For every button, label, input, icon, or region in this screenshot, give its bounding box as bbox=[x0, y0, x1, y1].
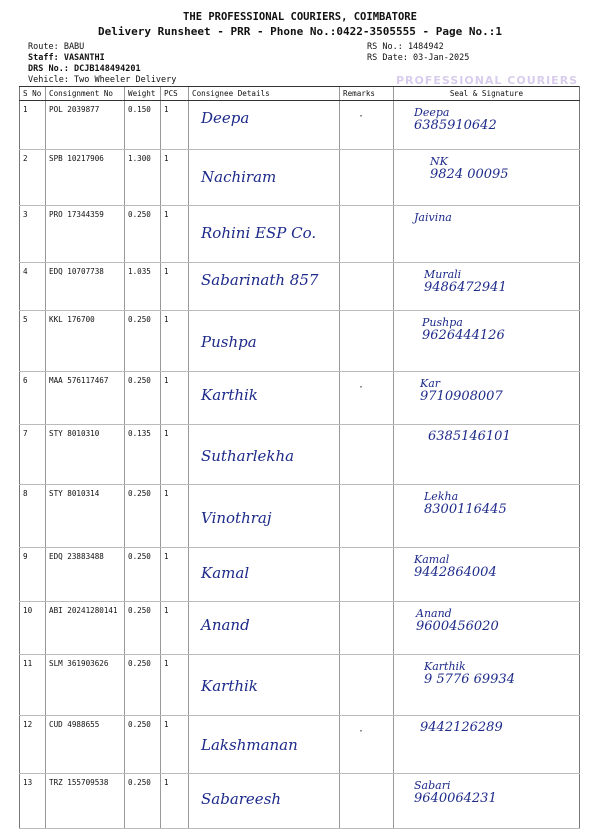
table-row bbox=[20, 206, 580, 263]
cell-pcs: 1 bbox=[161, 262, 189, 311]
cell-pcs: 1 bbox=[161, 715, 189, 774]
cell-pcs: 1 bbox=[161, 206, 189, 263]
cell-pcs: 1 bbox=[161, 654, 189, 715]
rs-date-label: RS Date: 03-Jan-2025 bbox=[367, 53, 470, 63]
cell-consignee: Pushpa bbox=[189, 311, 340, 372]
cell-sno: 9 bbox=[20, 547, 46, 602]
drs-label: DRS No.: DCJB148494201 bbox=[28, 64, 141, 74]
cell-weight: 0.250 bbox=[125, 485, 161, 548]
staff-label: Staff: VASANTHI bbox=[28, 53, 105, 63]
cell-consignee: Karthik bbox=[189, 371, 340, 424]
cell-remarks bbox=[340, 149, 394, 206]
signature-scrawl: NK bbox=[430, 154, 448, 168]
col-sno-header: S No bbox=[20, 87, 46, 101]
cell-weight: 0.250 bbox=[125, 602, 161, 655]
cell-weight: 0.250 bbox=[125, 547, 161, 602]
cell-weight: 0.250 bbox=[125, 206, 161, 263]
table-row bbox=[20, 602, 580, 655]
table-row bbox=[20, 654, 580, 715]
cell-sno: 1 bbox=[20, 101, 46, 150]
cell-consignee: Sabarinath 857 bbox=[189, 262, 340, 311]
cell-consignee: Anand bbox=[189, 602, 340, 655]
table-row bbox=[20, 371, 580, 424]
table-row bbox=[20, 485, 580, 548]
cell-consignment-no: SLM 361903626 bbox=[46, 654, 125, 715]
signature-scrawl: Murali bbox=[424, 267, 462, 281]
cell-weight: 0.250 bbox=[125, 774, 161, 829]
cell-remarks bbox=[340, 547, 394, 602]
table-header-row bbox=[20, 87, 580, 101]
cell-signature bbox=[394, 424, 580, 485]
table-row bbox=[20, 262, 580, 311]
cell-pcs: 1 bbox=[161, 311, 189, 372]
signature-scrawl: Kamal bbox=[414, 552, 450, 566]
cell-signature bbox=[394, 371, 580, 424]
cell-consignment-no: STY 8010314 bbox=[46, 485, 125, 548]
receiver-phone: 9 5776 69934 bbox=[424, 671, 515, 687]
cell-consignee: Kamal bbox=[189, 547, 340, 602]
cell-sno: 2 bbox=[20, 149, 46, 206]
col-signature-header: Seal & Signature bbox=[394, 87, 580, 101]
cell-signature bbox=[394, 262, 580, 311]
signature-scrawl: Anand bbox=[416, 607, 452, 621]
receiver-phone: 9626444126 bbox=[422, 328, 505, 344]
signature-scrawl: Kar bbox=[420, 376, 441, 390]
cell-signature bbox=[394, 602, 580, 655]
cell-consignee: Deepa bbox=[189, 101, 340, 150]
cell-weight: 1.300 bbox=[125, 149, 161, 206]
cell-consignee: Rohini ESP Co. bbox=[189, 206, 340, 263]
table-row bbox=[20, 101, 580, 150]
receiver-phone: 8300116445 bbox=[424, 502, 507, 518]
cell-remarks bbox=[340, 311, 394, 372]
receiver-phone: 9600456020 bbox=[416, 619, 499, 635]
runsheet-subtitle: Delivery Runsheet - PRR - Phone No.:0422-3505555 - Page No.:1 bbox=[98, 25, 502, 38]
cell-pcs: 1 bbox=[161, 485, 189, 548]
cell-sno: 12 bbox=[20, 715, 46, 774]
col-pcs-header: PCS bbox=[161, 87, 189, 101]
cell-remarks: · bbox=[340, 101, 394, 150]
cell-signature bbox=[394, 311, 580, 372]
cell-remarks bbox=[340, 774, 394, 829]
cell-weight: 0.150 bbox=[125, 101, 161, 150]
cell-weight: 0.250 bbox=[125, 654, 161, 715]
cell-consignment-no: MAA 576117467 bbox=[46, 371, 125, 424]
cell-consignment-no: TRZ 155709538 bbox=[46, 774, 125, 829]
cell-remarks bbox=[340, 206, 394, 263]
table-row bbox=[20, 311, 580, 372]
receiver-phone: 9442126289 bbox=[420, 719, 503, 735]
cell-sno: 13 bbox=[20, 774, 46, 829]
cell-consignment-no: KKL 176700 bbox=[46, 311, 125, 372]
receiver-phone: 6385910642 bbox=[414, 118, 497, 133]
signature-scrawl: Jaivina bbox=[414, 211, 452, 225]
cell-signature bbox=[394, 485, 580, 548]
signature-scrawl: Karthik bbox=[424, 659, 466, 673]
cell-remarks bbox=[340, 424, 394, 485]
cell-consignment-no: CUD 4988655 bbox=[46, 715, 125, 774]
receiver-phone: 9486472941 bbox=[424, 279, 507, 295]
cell-consignment-no: POL 2039877 bbox=[46, 101, 125, 150]
cell-consignment-no: EDQ 10707738 bbox=[46, 262, 125, 311]
cell-sno: 4 bbox=[20, 262, 46, 311]
cell-signature bbox=[394, 547, 580, 602]
cell-consignee: Sabareesh bbox=[189, 774, 340, 829]
cell-signature bbox=[394, 654, 580, 715]
table-row bbox=[20, 424, 580, 485]
cell-remarks bbox=[340, 654, 394, 715]
cell-signature bbox=[394, 101, 580, 150]
col-remarks-header: Remarks bbox=[340, 87, 394, 101]
vehicle-label: Vehicle: Two Wheeler Delivery bbox=[28, 75, 177, 85]
cell-sno: 10 bbox=[20, 602, 46, 655]
cell-sno: 11 bbox=[20, 654, 46, 715]
signature-scrawl: Sabari bbox=[414, 779, 451, 793]
receiver-phone: 9442864004 bbox=[414, 564, 497, 580]
cell-consignment-no: EDQ 23883488 bbox=[46, 547, 125, 602]
table-row bbox=[20, 149, 580, 206]
table-row bbox=[20, 715, 580, 774]
cell-signature bbox=[394, 206, 580, 263]
cell-pcs: 1 bbox=[161, 424, 189, 485]
cell-remarks bbox=[340, 262, 394, 311]
cell-pcs: 1 bbox=[161, 774, 189, 829]
cell-consignment-no: STY 8010310 bbox=[46, 424, 125, 485]
cell-sno: 7 bbox=[20, 424, 46, 485]
cell-consignee: Nachiram bbox=[189, 149, 340, 206]
runsheet-table bbox=[19, 86, 580, 829]
rs-no-label: RS No.: 1484942 bbox=[367, 42, 444, 52]
cell-pcs: 1 bbox=[161, 101, 189, 150]
receiver-phone: 6385146101 bbox=[428, 428, 511, 444]
cell-pcs: 1 bbox=[161, 602, 189, 655]
cell-weight: 0.250 bbox=[125, 715, 161, 774]
cell-signature bbox=[394, 774, 580, 829]
cell-sno: 8 bbox=[20, 485, 46, 548]
cell-consignee: Karthik bbox=[189, 654, 340, 715]
route-label: Route: BABU bbox=[28, 42, 85, 52]
company-stamp: PROFESSIONAL COURIERS bbox=[396, 74, 579, 87]
cell-signature bbox=[394, 715, 580, 774]
table-row bbox=[20, 774, 580, 829]
cell-sno: 5 bbox=[20, 311, 46, 372]
cell-consignment-no: SPB 10217906 bbox=[46, 149, 125, 206]
cell-weight: 0.135 bbox=[125, 424, 161, 485]
signature-scrawl: Deepa bbox=[414, 106, 450, 119]
cell-consignee: Vinothraj bbox=[189, 485, 340, 548]
company-title: THE PROFESSIONAL COURIERS, COIMBATORE bbox=[183, 11, 417, 23]
receiver-phone: 9640064231 bbox=[414, 791, 497, 807]
receiver-phone: 9710908007 bbox=[420, 388, 503, 404]
cell-remarks: · bbox=[340, 715, 394, 774]
cell-consignee: Lakshmanan bbox=[189, 715, 340, 774]
cell-sno: 6 bbox=[20, 371, 46, 424]
cell-pcs: 1 bbox=[161, 371, 189, 424]
cell-sno: 3 bbox=[20, 206, 46, 263]
cell-remarks: · bbox=[340, 371, 394, 424]
cell-consignment-no: ABI 20241280141 bbox=[46, 602, 125, 655]
cell-weight: 0.250 bbox=[125, 311, 161, 372]
cell-weight: 1.035 bbox=[125, 262, 161, 311]
col-weight-header: Weight bbox=[125, 87, 161, 101]
cell-remarks bbox=[340, 485, 394, 548]
cell-consignment-no: PRO 17344359 bbox=[46, 206, 125, 263]
signature-scrawl: Lekha bbox=[424, 490, 459, 504]
receiver-phone: 9824 00095 bbox=[430, 166, 509, 182]
col-consignee-header: Consignee Details bbox=[189, 87, 340, 101]
cell-consignee: Sutharlekha bbox=[189, 424, 340, 485]
signature-scrawl: Pushpa bbox=[422, 316, 463, 330]
cell-pcs: 1 bbox=[161, 149, 189, 206]
cell-remarks bbox=[340, 602, 394, 655]
cell-signature bbox=[394, 149, 580, 206]
cell-pcs: 1 bbox=[161, 547, 189, 602]
col-consignment-header: Consignment No bbox=[46, 87, 125, 101]
cell-weight: 0.250 bbox=[125, 371, 161, 424]
table-row bbox=[20, 547, 580, 602]
